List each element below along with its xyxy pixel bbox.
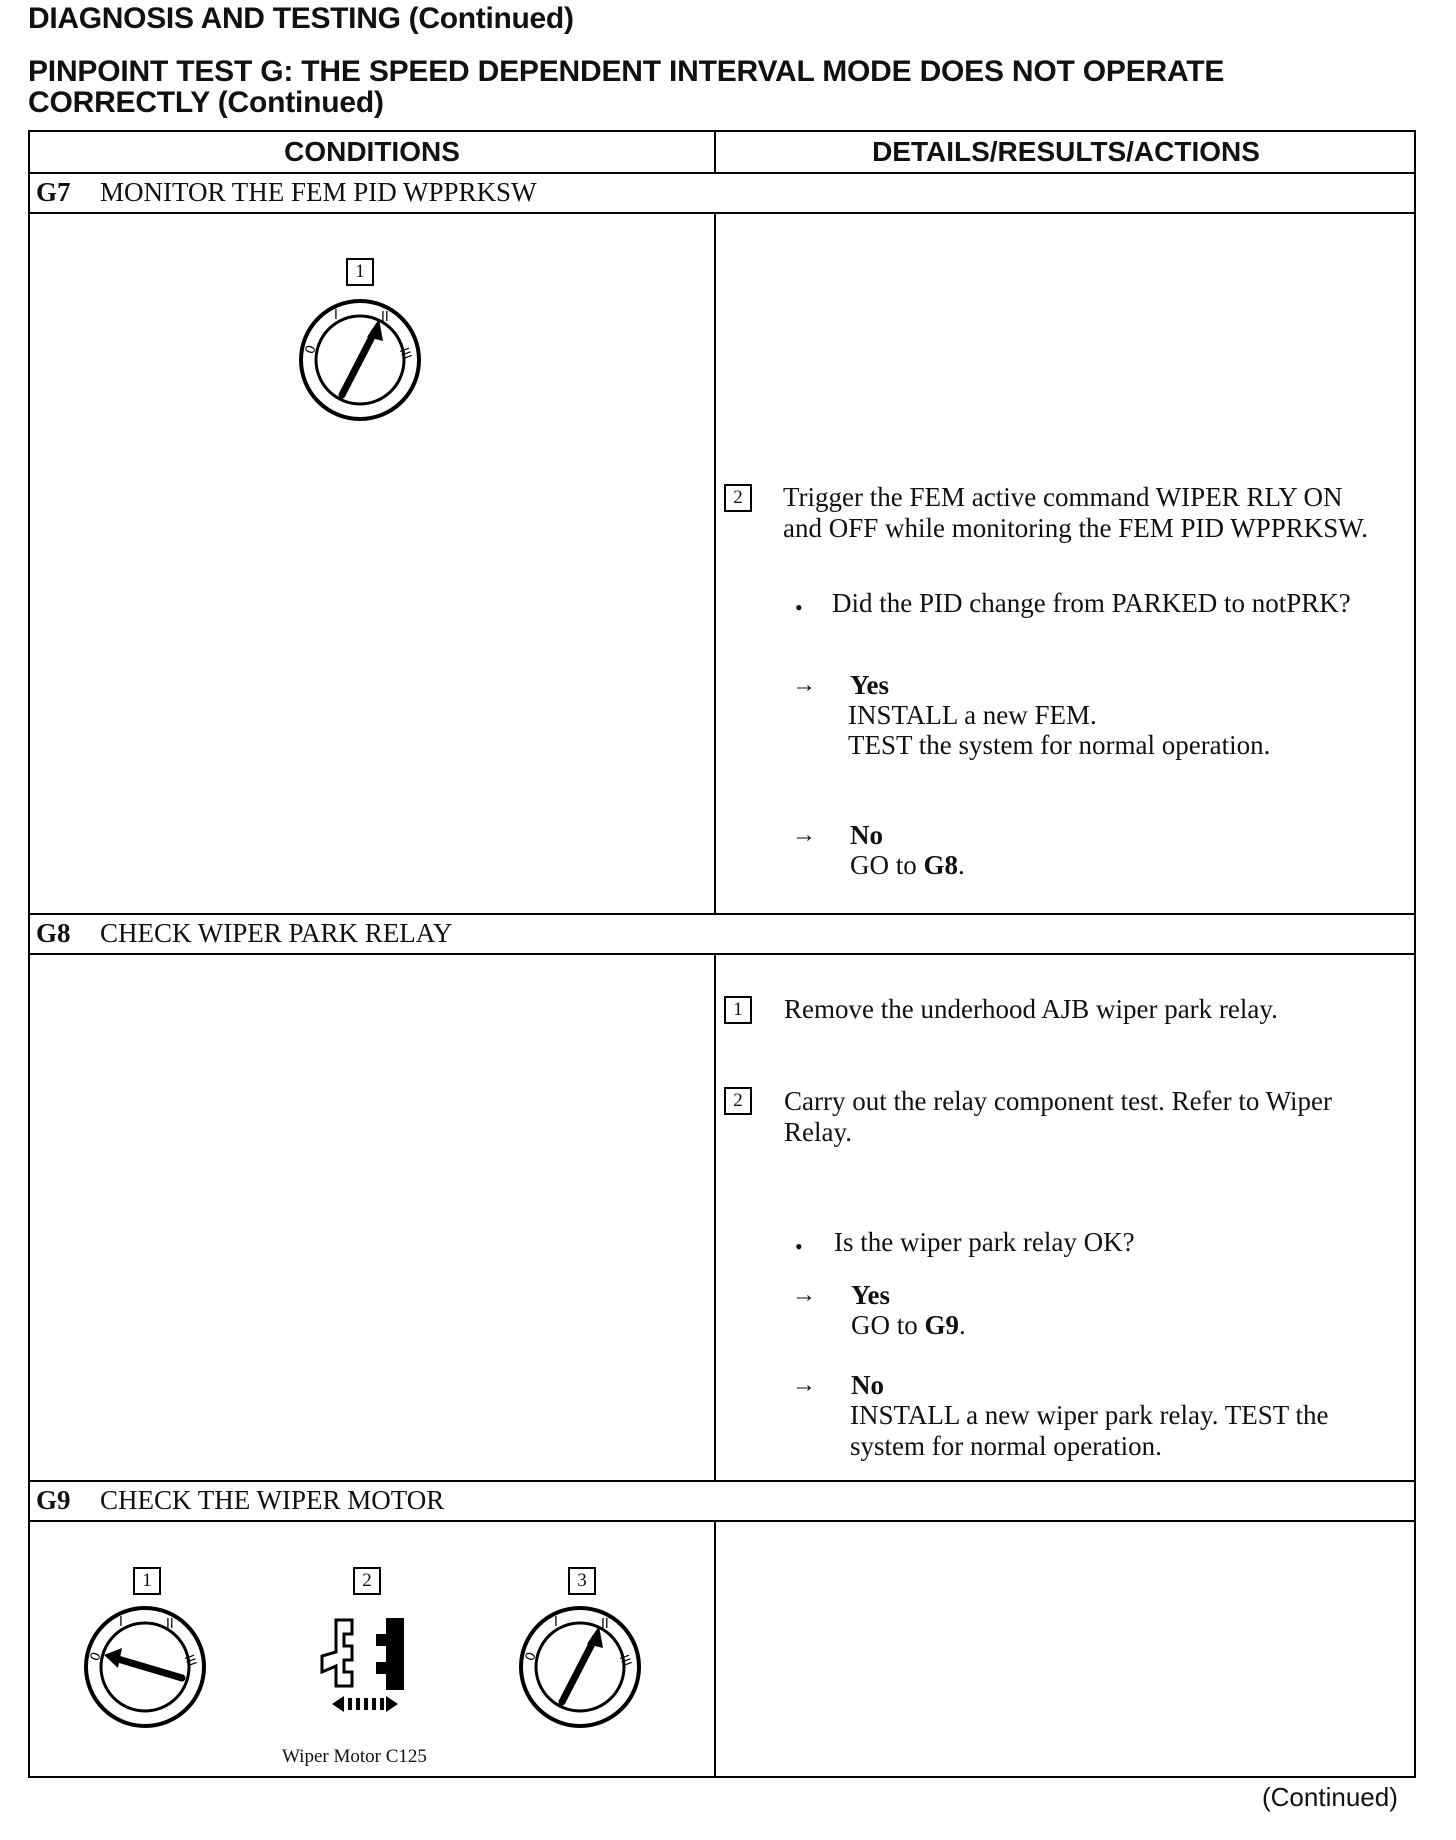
continued-label: (Continued) bbox=[1262, 1782, 1398, 1812]
pinpoint-test-table bbox=[28, 130, 1416, 1778]
bullet-icon: • bbox=[795, 1234, 803, 1259]
step-number: 2 bbox=[724, 1087, 752, 1115]
no-action: GO to G8. bbox=[850, 850, 965, 880]
no-action: INSTALL a new wiper park relay. TEST the system for normal operation. bbox=[850, 1400, 1329, 1461]
figure-caption: Wiper Motor C125 bbox=[282, 1746, 427, 1767]
svg-text:I: I bbox=[334, 308, 338, 323]
step-g8-header bbox=[36, 914, 452, 952]
figure-step-number: 2 bbox=[353, 1567, 381, 1595]
svg-text:I: I bbox=[554, 1615, 558, 1630]
ignition-switch-icon bbox=[517, 1604, 643, 1730]
pinpoint-test-title: PINPOINT TEST G: THE SPEED DEPENDENT INTERVAL MODE DOES NOT OPERATE CORRECTLY (Continued) bbox=[28, 55, 1225, 119]
svg-text:0: 0 bbox=[87, 1650, 105, 1664]
step-question: Is the wiper park relay OK? bbox=[834, 1227, 1135, 1257]
right-arrow-icon: → bbox=[792, 1282, 816, 1308]
yes-label: Yes bbox=[850, 670, 889, 700]
details-column-header: DETAILS/RESULTS/ACTIONS bbox=[872, 136, 1260, 167]
yes-action-line2: TEST the system for normal operation. bbox=[848, 730, 1271, 760]
ignition-switch-icon bbox=[82, 1604, 208, 1730]
step-number: 1 bbox=[724, 996, 752, 1024]
svg-text:II: II bbox=[381, 310, 389, 325]
right-arrow-icon: → bbox=[792, 672, 816, 698]
right-arrow-icon: → bbox=[792, 822, 816, 848]
svg-text:0: 0 bbox=[302, 343, 320, 357]
step-code: G7 bbox=[36, 177, 71, 207]
step-question: Did the PID change from PARKED to notPRK? bbox=[832, 588, 1351, 618]
svg-text:II: II bbox=[601, 1617, 609, 1632]
step-title: CHECK WIPER PARK RELAY bbox=[100, 918, 453, 948]
svg-text:I: I bbox=[119, 1615, 123, 1630]
step-g9-header bbox=[36, 1481, 444, 1519]
svg-text:III: III bbox=[615, 1652, 634, 1669]
yes-action-line1: INSTALL a new FEM. bbox=[848, 700, 1097, 730]
svg-text:0: 0 bbox=[522, 1650, 540, 1664]
right-arrow-icon: → bbox=[792, 1372, 816, 1398]
yes-action: GO to G9. bbox=[851, 1310, 966, 1340]
step-number: 2 bbox=[724, 484, 752, 512]
step-instruction: Carry out the relay component test. Refer to Wiper Relay. bbox=[784, 1086, 1332, 1147]
figure-step-number: 1 bbox=[346, 258, 374, 286]
step-code: G9 bbox=[36, 1485, 71, 1515]
yes-label: Yes bbox=[851, 1280, 890, 1310]
step-instruction: Trigger the FEM active command WIPER RLY ON and OFF while monitoring the FEM PID WPPRKSW. bbox=[783, 482, 1369, 543]
no-label: No bbox=[850, 820, 883, 850]
step-title: CHECK THE WIPER MOTOR bbox=[100, 1485, 445, 1515]
no-label: No bbox=[851, 1370, 884, 1400]
svg-text:II: II bbox=[166, 1617, 174, 1632]
electrical-connector-icon bbox=[300, 1612, 450, 1722]
conditions-column-header: CONDITIONS bbox=[284, 136, 460, 167]
svg-text:III: III bbox=[395, 345, 414, 362]
ignition-switch-icon bbox=[297, 297, 423, 423]
step-instruction: Remove the underhood AJB wiper park relay. bbox=[784, 994, 1278, 1024]
step-title: MONITOR THE FEM PID WPPRKSW bbox=[100, 177, 537, 207]
figure-step-number: 1 bbox=[133, 1567, 161, 1595]
step-code: G8 bbox=[36, 918, 71, 948]
page-title: DIAGNOSIS AND TESTING (Continued) bbox=[28, 2, 574, 35]
figure-step-number: 3 bbox=[568, 1567, 596, 1595]
bullet-icon: • bbox=[795, 595, 803, 620]
step-g7-header bbox=[36, 173, 537, 211]
svg-text:III: III bbox=[180, 1652, 199, 1669]
